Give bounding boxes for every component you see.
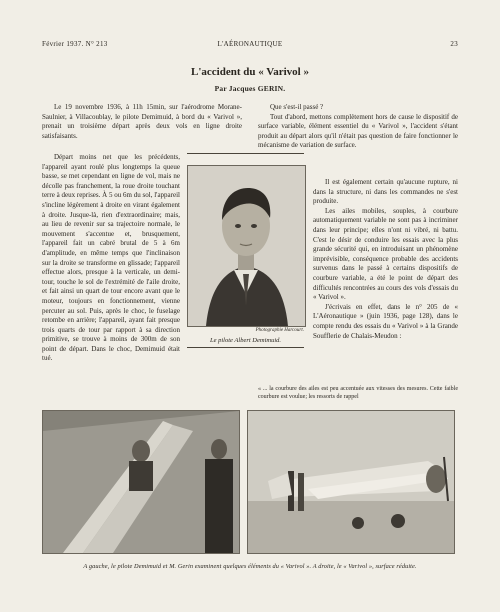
issue-date: Février 1937. N° 213 xyxy=(42,40,108,48)
page-number: 23 xyxy=(450,40,458,48)
caption-rule xyxy=(187,347,304,348)
quote-footnote: « ... la courbure des ailes est peu accentuée aux vitesses des mesures. Cette faible courbure est voulue; les ressorts de rappel xyxy=(258,386,458,400)
portrait-caption: Le pilote Albert Demimuid. xyxy=(209,337,281,344)
column-right xyxy=(258,103,458,151)
top-rule xyxy=(187,153,304,154)
right-paragraph-4: Les ailes mobiles, souples, à courbure automatiquement variable ne sont pas à incriminer dans leur principe; elles n'ont ni vibré, ni battu. C'est le désir de conduire les essais avec la plus grande sécurité qui, en introduisant un phénomène imprévisible, conséquence probable des accidents survenus dans le passé à certains dispositifs de courbure variable, a été le point de départ des difficultés rencontrées au cours des vols d'essais du « Varivol ». xyxy=(313,206,458,302)
right-paragraph-1: Que s'est-il passé ? xyxy=(270,103,324,111)
article-author: Par Jacques GERIN. xyxy=(214,84,286,93)
portrait-photo xyxy=(187,165,306,327)
right-paragraph-5: J'écrivais en effet, dans le n° 205 de « L'Aéronautique » (juin 1936, page 128), dans le compte rendu des essais du « Varivol » à la Grande Soufflerie de Chalais-Meudon : xyxy=(313,302,458,340)
right-paragraph-3: Il est également certain qu'aucune rupture, ni dans la structure, ni dans les commandes ne s'est produite. xyxy=(313,178,458,206)
right-paragraph-2: Tout d'abord, mettons complètement hors de cause le dispositif de surface variable, élément essentiel du « Varivol », l'accident s'étant produit au départ alors qu'il n'était pas question de faire fonctionner le mécanisme de variation de surface. xyxy=(258,112,458,150)
paragraph-2: Départ moins net que les précédents, l'appareil ayant roulé plus longtemps la queue basse, se met cependant en ligne de vol, mais ne décolle pas franchement, la roue droite touchant terre à deux reprises. À 5 ou 6m du sol, l'appareil s'incline légèrement à droite en virant également à droite. Jusque-là, rien d'extraordinaire; mais, au lieu de revenir sur sa trajectoire normale, le mouvement s'accentue et, brusquement, l'appareil fait un cabré brutal de 5 à 6m d'amplitude, en même temps que l'inclinaison sur la droite se transforme en glissade; l'appareil effectue alors, presque à la verticale, un demi-tour, touche le sol de l'extrémité de l'aile droite, et fait ainsi un quart de tour encore avant que le moteur, toujours en fonctionnement, vienne percuter au sol. Puis, après le choc, le fuselage retombe en arrière; l'appareil, ayant fait presque trois quarts de tour par rapport à sa direction primitive, se trouve à moins de 300m de son point de départ. Dans le choc, Demimuid était tué. xyxy=(42,153,180,363)
column-left xyxy=(42,103,242,141)
article-title: L'accident du « Varivol » xyxy=(191,66,309,78)
photos-caption: A gauche, le pilote Demimuid et M. Gerin examinent quelques éléments du « Varivol ». A droite, le « Varivol », surface réduite. xyxy=(83,563,417,570)
photo-credit: Photographie Harcourt. xyxy=(255,328,304,333)
column-right-narrow xyxy=(313,178,458,341)
column-left-narrow xyxy=(42,153,180,364)
photo-pilot-and-gerin xyxy=(42,410,240,554)
running-header xyxy=(42,40,458,52)
paragraph-1: Le 19 novembre 1936, à 11h 15min, sur l'aérodrome Morane-Saulnier, à Villacoublay, le pilote Demimuid, à bord du « Varivol », prenait un troisième départ après deux vols en ligne droite satisfaisants. xyxy=(42,103,242,140)
photo-varivol-aircraft xyxy=(247,410,455,554)
journal-title: L'AÉRONAUTIQUE xyxy=(217,40,283,48)
